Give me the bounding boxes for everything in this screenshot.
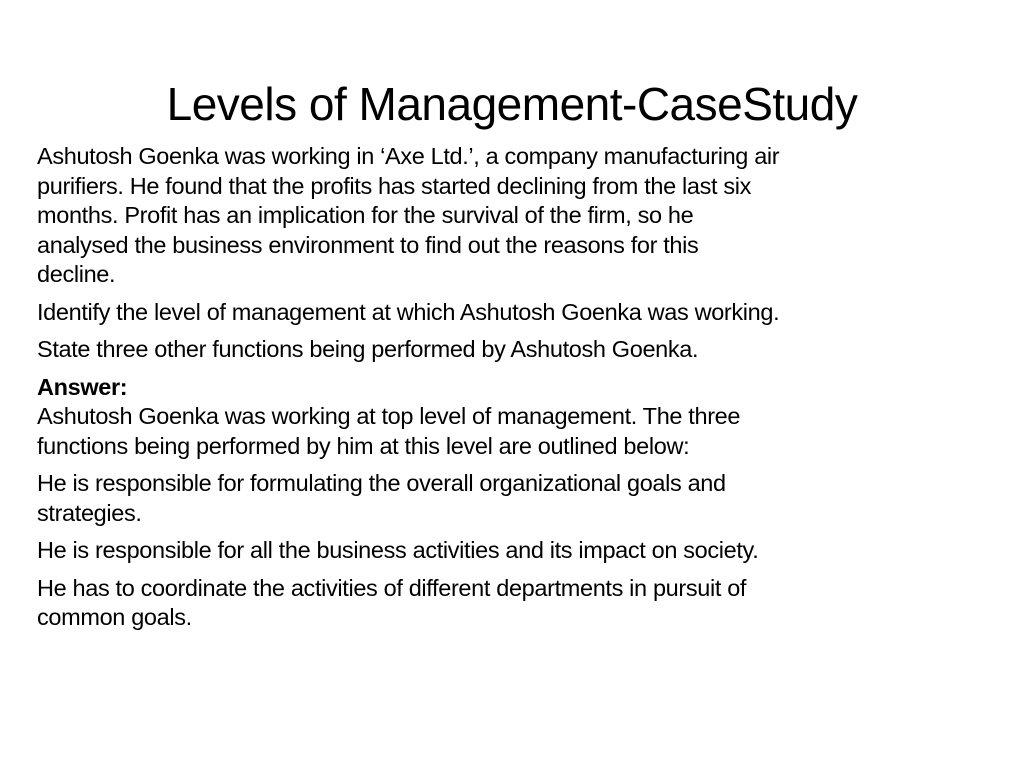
text-line: State three other functions being performed by Ashutosh Goenka. xyxy=(37,336,699,362)
text-line: decline. xyxy=(37,261,116,287)
question-2 xyxy=(37,335,997,365)
text-line: Identify the level of management at which Ashutosh Goenka was working. xyxy=(37,298,780,325)
answer-point-2 xyxy=(37,536,997,566)
text-line: He has to coordinate the activities of different departments in pursuit of xyxy=(37,574,747,601)
text-line: Ashutosh Goenka was working in ‘Axe Ltd.’, a company manufacturing air xyxy=(37,143,780,169)
answer-point-1 xyxy=(37,469,997,528)
text-line: purifiers. He found that the profits has started declining from the last six xyxy=(37,172,752,199)
text-line: common goals. xyxy=(37,604,192,630)
slide-title: Levels of Management-CaseStudy xyxy=(166,78,858,130)
case-paragraph xyxy=(37,142,997,290)
question-1 xyxy=(37,298,997,328)
answer-point-3 xyxy=(37,574,997,633)
text-line: functions being performed by him at this level are outlined below: xyxy=(37,432,690,459)
text-line: He is responsible for all the business activities and its impact on society. xyxy=(37,537,759,563)
text-line: Ashutosh Goenka was working at top level of management. The three xyxy=(37,403,741,429)
text-line: months. Profit has an implication for the survival of the firm, so he xyxy=(37,202,694,228)
text-line: strategies. xyxy=(37,499,142,526)
text-line: analysed the business environment to find out the reasons for this xyxy=(37,231,699,258)
answer-paragraph xyxy=(37,373,997,462)
answer-label: Answer: xyxy=(37,373,128,400)
text-line: He is responsible for formulating the overall organizational goals and xyxy=(37,470,726,496)
slide-body xyxy=(37,142,997,641)
